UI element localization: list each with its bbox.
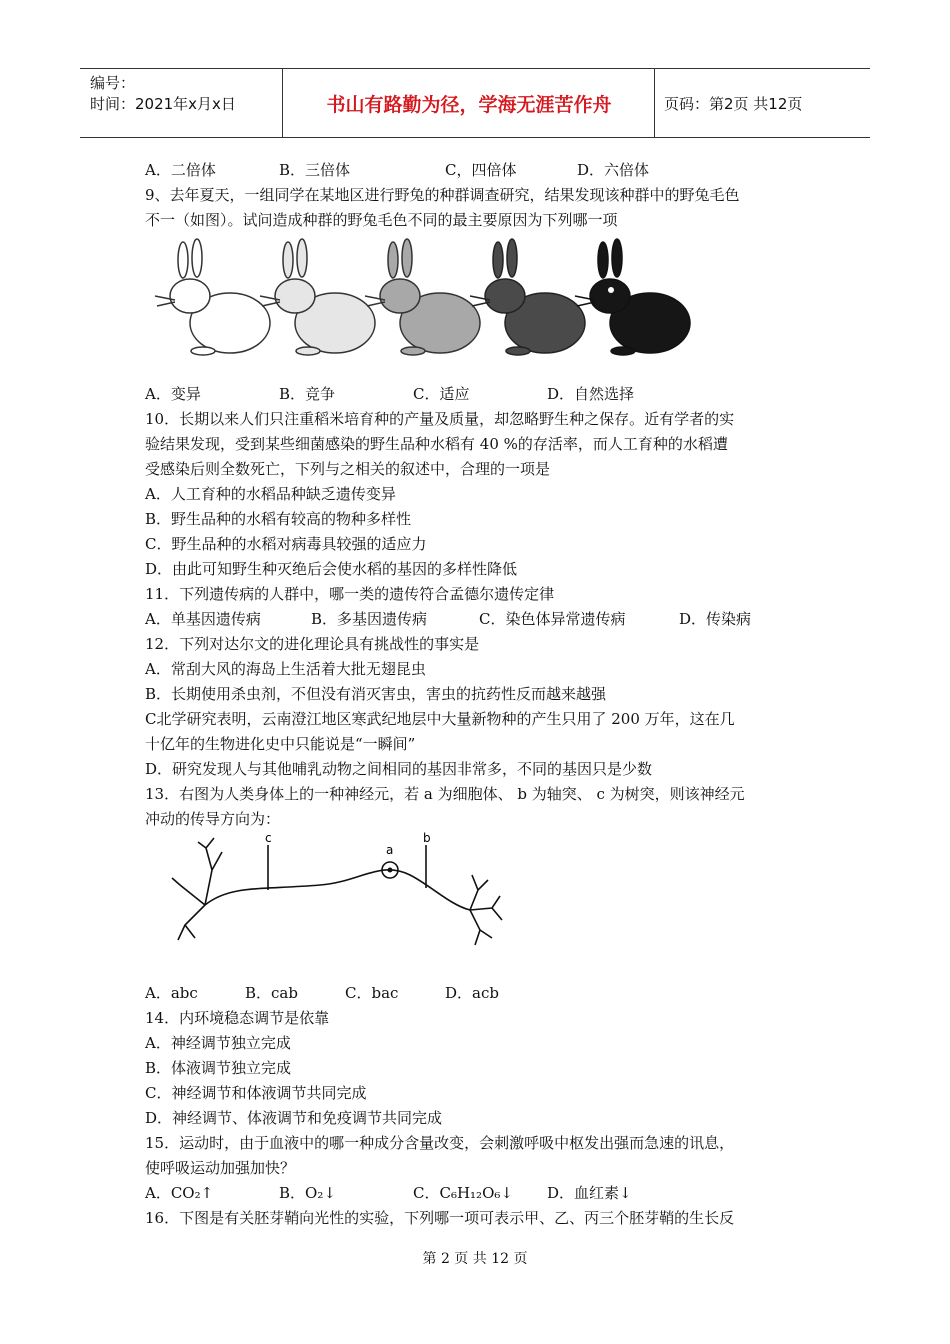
q13-stem-line1: 13．右图为人类身体上的一种神经元，若 a 为细胞体、 b 为轴突、 c 为树突，则该神经元 [145,785,745,803]
option: A．二倍体 [145,161,216,179]
rabbit-grey [365,239,480,355]
option: A．CO₂↑ [145,1184,214,1202]
q10-stem-line2: 验结果发现，受到某些细菌感染的野生品种水稻有 40 %的存活率，而人工育种的水稻遭 [145,435,728,453]
option: A．单基因遗传病 [145,610,261,628]
header-motto: 书山有路勤为径，学海无涯苦作舟 [326,93,612,116]
q15-stem-line1: 15．运动时，由于血液中的哪一种成分含量改变，会刺激呼吸中枢发出强而急速的讯息， [145,1134,735,1152]
option: B．cab [245,984,298,1002]
option: D．acb [445,984,499,1002]
q12-stem: 12．下列对达尔文的进化理论具有挑战性的事实是 [145,635,480,653]
label-c: c [265,831,272,845]
q12-option-a: A．常刮大风的海岛上生活着大批无翅昆虫 [145,660,426,678]
rabbit-black [575,239,690,355]
header-divider [282,69,283,137]
rabbit-white [155,239,270,355]
header-divider [654,69,655,137]
q13-options [145,982,499,1004]
q15-stem-line2: 使呼吸运动加强加快？ [145,1159,296,1177]
q10-option-b: B．野生品种的水稻有较高的物种多样性 [145,510,412,528]
q11-options [145,608,751,630]
option: B．三倍体 [279,161,351,179]
q9-options [145,383,634,405]
page-footer: 第 2 页 共 12 页 [422,1251,528,1267]
option: C．染色体异常遗传病 [479,610,626,628]
q14-option-b: B．体液调节独立完成 [145,1059,292,1077]
q14-option-d: D．神经调节、体液调节和免疫调节共同完成 [145,1109,443,1127]
q12-option-b: B．长期使用杀虫剂，不但没有消灭害虫，害虫的抗药性反而越来越强 [145,685,607,703]
q8-options [145,159,649,181]
option: D．自然选择 [547,385,635,403]
rabbits-figure [145,238,705,363]
q15-options [145,1182,632,1204]
option: B．O₂↓ [279,1184,336,1202]
q14-option-a: A．神经调节独立完成 [145,1034,291,1052]
dendrite-branches [172,838,222,940]
label-a: a [386,843,394,857]
rabbit-dark [470,239,585,355]
q13-stem-line2: 冲动的传导方向为： [145,810,281,828]
q10-option-a: A．人工育种的水稻品种缺乏遗传变异 [145,485,396,503]
option: D．血红素↓ [547,1184,632,1202]
option: B．多基因遗传病 [311,610,428,628]
label-b: b [423,831,431,845]
q16-stem-line1: 16．下图是有关胚芽鞘向光性的实验，下列哪一项可表示甲、乙、丙三个胚芽鞘的生长反 [145,1209,735,1227]
option: C，四倍体 [445,161,517,179]
header-page-info: 页码：第2页 共12页 [664,94,803,113]
rabbit-light [260,239,375,355]
time-label: 时间：2021年x月x日 [90,95,236,113]
neuron-axon [205,870,470,910]
q10-option-c: C．野生品种的水稻对病毒具较强的适应力 [145,535,427,553]
q12-option-d: D．研究发现人与其他哺乳动物之间相同的基因非常多，不同的基因只是少数 [145,760,653,778]
neuron-figure [170,830,510,960]
number-label: 编号： [90,74,136,92]
q11-stem: 11．下列遗传病的人群中，哪一类的遗传符合孟德尔遗传定律 [145,585,555,603]
option: A．abc [145,984,198,1002]
q12-option-c-line1: C北学研究表明，云南澄江地区寒武纪地层中大量新物种的产生只用了 200 万年，这在几 [145,710,735,728]
q9-stem-line1: 9、去年夏天，一组同学在某地区进行野兔的种群调查研究，结果发现该种群中的野兔毛色 [145,186,740,204]
q14-option-c: C．神经调节和体液调节共同完成 [145,1084,367,1102]
q12-option-c-line2: 十亿年的生物进化史中只能说是“一瞬间” [145,735,416,753]
option: D．六倍体 [577,161,650,179]
page-header [80,68,870,138]
option: C．C₆H₁₂O₆↓ [413,1184,513,1202]
q9-stem-line2: 不一（如图）。试问造成种群的野兔毛色不同的最主要原因为下列哪一项 [145,211,618,229]
q10-option-d: D．由此可知野生种灭绝后会使水稻的基因的多样性降低 [145,560,518,578]
option: C．bac [345,984,399,1002]
option: D．传染病 [679,610,752,628]
option: B．竞争 [279,385,336,403]
q10-stem-line3: 受感染后则全数死亡，下列与之相关的叙述中，合理的一项是 [145,460,551,478]
terminal-branches [470,875,502,945]
option: C．适应 [413,385,470,403]
header-meta [90,73,280,115]
q14-stem: 14．内环境稳态调节是依靠 [145,1009,330,1027]
q10-stem-line1: 10．长期以来人们只注重稻米培育种的产量及质量，却忽略野生种之保存。近有学者的实 [145,410,735,428]
option: A．变异 [145,385,201,403]
